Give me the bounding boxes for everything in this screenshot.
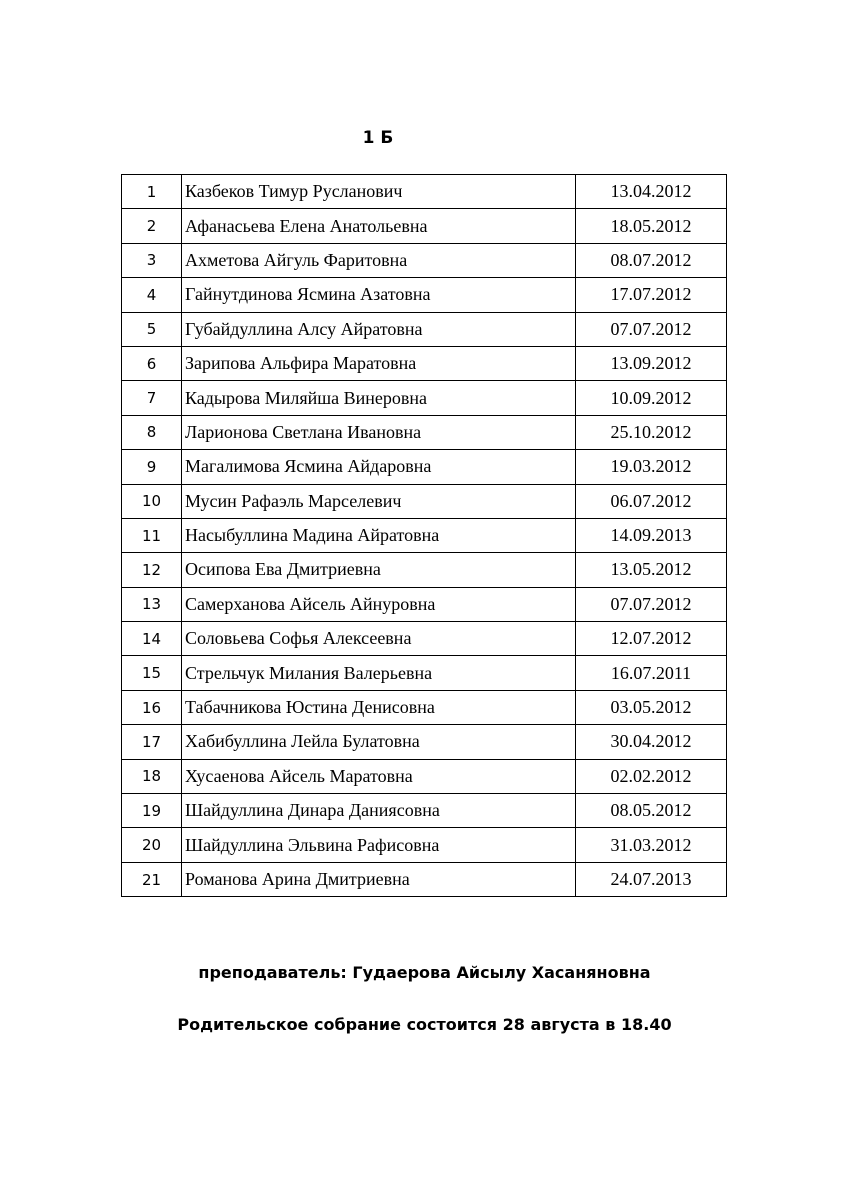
teacher-line: преподаватель: Гудаерова Айсылу Хасаняновна — [198, 963, 651, 982]
row-number: 4 — [122, 278, 182, 312]
row-number: 1 — [122, 175, 182, 209]
student-name: Губайдуллина Алсу Айратовна — [182, 312, 576, 346]
student-name: Романова Арина Дмитриевна — [182, 862, 576, 896]
row-number: 21 — [122, 862, 182, 896]
row-number: 15 — [122, 656, 182, 690]
row-number: 20 — [122, 828, 182, 862]
row-number: 18 — [122, 759, 182, 793]
birth-date: 16.07.2011 — [576, 656, 727, 690]
birth-date: 17.07.2012 — [576, 278, 727, 312]
table-row — [122, 518, 727, 552]
student-table — [121, 174, 727, 897]
birth-date: 07.07.2012 — [576, 312, 727, 346]
table-row — [122, 450, 727, 484]
student-name: Хабибуллина Лейла Булатовна — [182, 725, 576, 759]
birth-date: 07.07.2012 — [576, 587, 727, 621]
student-name: Ларионова Светлана Ивановна — [182, 415, 576, 449]
birth-date: 12.07.2012 — [576, 622, 727, 656]
row-number: 17 — [122, 725, 182, 759]
student-name: Шайдуллина Эльвина Рафисовна — [182, 828, 576, 862]
student-name: Казбеков Тимур Русланович — [182, 175, 576, 209]
row-number: 14 — [122, 622, 182, 656]
table-row — [122, 656, 727, 690]
table-row — [122, 484, 727, 518]
birth-date: 14.09.2013 — [576, 518, 727, 552]
row-number: 11 — [122, 518, 182, 552]
meeting-notice: Родительское собрание состоится 28 августа в 18.40 — [177, 1015, 672, 1034]
student-name: Кадырова Миляйша Винеровна — [182, 381, 576, 415]
row-number: 5 — [122, 312, 182, 346]
student-name: Магалимова Ясмина Айдаровна — [182, 450, 576, 484]
table-row — [122, 415, 727, 449]
student-name: Шайдуллина Динара Даниясовна — [182, 794, 576, 828]
birth-date: 02.02.2012 — [576, 759, 727, 793]
birth-date: 24.07.2013 — [576, 862, 727, 896]
table-row — [122, 587, 727, 621]
table-row — [122, 312, 727, 346]
birth-date: 10.09.2012 — [576, 381, 727, 415]
birth-date: 25.10.2012 — [576, 415, 727, 449]
student-name: Самерханова Айсель Айнуровна — [182, 587, 576, 621]
row-number: 3 — [122, 243, 182, 277]
row-number: 12 — [122, 553, 182, 587]
row-number: 7 — [122, 381, 182, 415]
birth-date: 30.04.2012 — [576, 725, 727, 759]
table-row — [122, 243, 727, 277]
birth-date: 19.03.2012 — [576, 450, 727, 484]
student-name: Осипова Ева Дмитриевна — [182, 553, 576, 587]
table-row — [122, 209, 727, 243]
birth-date: 08.05.2012 — [576, 794, 727, 828]
birth-date: 18.05.2012 — [576, 209, 727, 243]
table-row — [122, 278, 727, 312]
student-name: Табачникова Юстина Денисовна — [182, 690, 576, 724]
table-row — [122, 828, 727, 862]
student-name: Афанасьева Елена Анатольевна — [182, 209, 576, 243]
table-row — [122, 622, 727, 656]
student-name: Гайнутдинова Ясмина Азатовна — [182, 278, 576, 312]
row-number: 19 — [122, 794, 182, 828]
birth-date: 06.07.2012 — [576, 484, 727, 518]
row-number: 9 — [122, 450, 182, 484]
row-number: 16 — [122, 690, 182, 724]
student-name: Соловьева Софья Алексеевна — [182, 622, 576, 656]
student-name: Хусаенова Айсель Маратовна — [182, 759, 576, 793]
student-name: Мусин Рафаэль Марселевич — [182, 484, 576, 518]
table-row — [122, 381, 727, 415]
row-number: 13 — [122, 587, 182, 621]
birth-date: 13.05.2012 — [576, 553, 727, 587]
table-row — [122, 862, 727, 896]
birth-date: 08.07.2012 — [576, 243, 727, 277]
table-row — [122, 794, 727, 828]
birth-date: 13.09.2012 — [576, 346, 727, 380]
table-row — [122, 725, 727, 759]
birth-date: 31.03.2012 — [576, 828, 727, 862]
table-row — [122, 553, 727, 587]
row-number: 2 — [122, 209, 182, 243]
table-row — [122, 759, 727, 793]
table-row — [122, 690, 727, 724]
class-title: 1 Б — [362, 128, 394, 148]
row-number: 8 — [122, 415, 182, 449]
row-number: 6 — [122, 346, 182, 380]
student-name: Стрельчук Милания Валерьевна — [182, 656, 576, 690]
table-row — [122, 346, 727, 380]
birth-date: 13.04.2012 — [576, 175, 727, 209]
row-number: 10 — [122, 484, 182, 518]
student-name: Ахметова Айгуль Фаритовна — [182, 243, 576, 277]
student-name: Зарипова Альфира Маратовна — [182, 346, 576, 380]
birth-date: 03.05.2012 — [576, 690, 727, 724]
table-row — [122, 175, 727, 209]
student-name: Насыбуллина Мадина Айратовна — [182, 518, 576, 552]
